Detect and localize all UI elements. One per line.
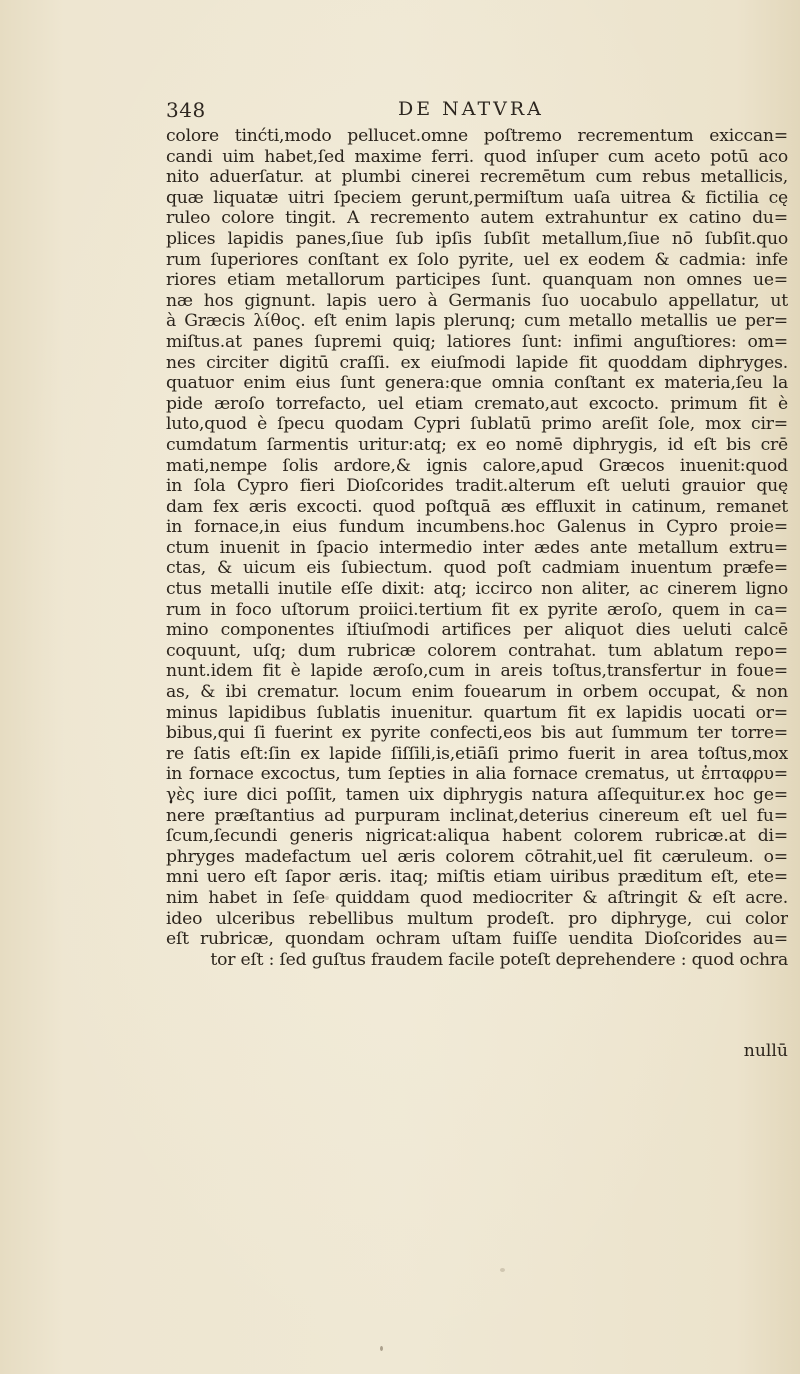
- text-line: nes circiter digitū craſſi. ex eiuſmodi lapide fit quoddam diphryges.: [166, 352, 788, 373]
- text-line: γὲς iure dici poſſit, tamen uix diphrygis natura aſſequitur.ex hoc ge=: [166, 785, 788, 805]
- text-line: mino componentes iſtiuſmodi artifices per aliquot dies ueluti calcē: [166, 620, 788, 641]
- text-line: ctas, & uicum eis ſubiectum. quod poſt cadmiam inuentum præfe=: [166, 558, 788, 579]
- text-line: dam fex æris excocti. quod poſtquā æs effluxit in catinum, remanet: [166, 496, 788, 517]
- text-line: eſt rubricæ, quondam ochram uſtam fuiſſe uendita Dioſcorides au=: [166, 929, 788, 950]
- text-line: næ hos gignunt. lapis uero à Germanis ſuo uocabulo appellatur, ut: [166, 290, 788, 311]
- text-line: re ſatis eſt:ſin ex lapide ſiſſili,is,etiāſi primo fuerit in area toſtus,mox: [166, 743, 788, 764]
- text-line: nim habet in ſeſe quiddam quod mediocriter & aſtringit & eſt acre.: [166, 887, 788, 908]
- page-number: 348: [166, 98, 206, 122]
- text-line: ruleo colore tingit. A recremento autem extrahuntur ex catino du=: [166, 208, 788, 229]
- text-line: ctum inuenit in ſpacio intermedio inter ædes ante metallum extru=: [166, 537, 788, 558]
- text-line: in fornace excoctus, tum ſepties in alia fornace crematus, ut ἐπταφρυ=: [166, 764, 788, 785]
- ink-speck: [500, 1268, 505, 1272]
- text-line: rum in foco uſtorum proiici.tertium fit ex pyrite æroſo, quem in ca=: [166, 599, 788, 620]
- ink-speck: [380, 1346, 383, 1351]
- text-line: pide æroſo torrefacto, uel etiam cremato,aut excocto. primum fit è: [166, 393, 788, 414]
- catchword: nullū: [743, 1041, 788, 1061]
- text-line: in ſola Cypro fieri Dioſcorides tradit.alterum eſt ueluti grauior quę: [166, 476, 788, 497]
- text-line: candi uim habet,ſed maxime ferri. quod inſuper cum aceto potū aco: [166, 146, 788, 167]
- text-line: miſtus.at panes ſupremi quiq; latiores ſunt: infimi anguſtiores: om=: [166, 331, 788, 352]
- text-line: à Græcis λίθος. eſt enim lapis plerunq; cum metallo metallis ue per=: [166, 311, 788, 332]
- text-line: tor eſt : ſed guſtus fraudem facile poteſt deprehendere : quod ochra: [210, 949, 788, 970]
- text-line: ideo ulceribus rebellibus multum prodeſt. pro diphryge, cui color: [166, 908, 788, 929]
- text-line: rum ſuperiores conſtant ex ſolo pyrite, uel ex eodem & cadmia: infe: [166, 249, 788, 270]
- text-line: quæ liquatæ uitri ſpeciem gerunt,permiſtum uaſa uitrea & fictilia cę: [166, 187, 788, 208]
- body-text: [166, 126, 788, 970]
- running-head: [166, 98, 786, 126]
- text-line: nere præſtantius ad purpuram inclinat,deterius cinereum eſt uel fu=: [166, 805, 788, 826]
- text-line: in fornace,in eius fundum incumbens.hoc Galenus in Cypro proie=: [166, 517, 788, 538]
- text-line: riores etiam metallorum participes ſunt. quanquam non omnes ue=: [166, 270, 788, 291]
- text-line: quatuor enim eius ſunt genera:que omnia conſtant ex materia,ſeu la: [166, 373, 788, 394]
- text-line: mati,nempe ſolis ardore,& ignis calore,apud Græcos inuenit:quod: [166, 455, 788, 476]
- text-line: nunt.idem fit è lapide æroſo,cum in areis toſtus,transfertur in foue=: [166, 661, 788, 682]
- text-line: as, & ibi crematur. locum enim fouearum in orbem occupat, & non: [166, 682, 788, 703]
- text-line: plices lapidis panes,ſiue ſub ipſis ſubſit metallum,ſiue nō ſubſit.quo: [166, 228, 788, 249]
- text-line: luto,quod è ſpecu quodam Cypri ſublatū primo areſit ſole, mox cir=: [166, 414, 788, 435]
- text-line: ſcum,ſecundi generis nigricat:aliqua habent colorem rubricæ.at di=: [166, 826, 788, 847]
- text-line: mni uero eſt ſapor æris. itaq; miſtis etiam uiribus præditum eſt, ete=: [166, 867, 788, 888]
- text-line: minus lapidibus ſublatis inuenitur. quartum fit ex lapidis uocati or=: [166, 702, 788, 723]
- text-line: coquunt, uſq; dum rubricæ colorem contrahat. tum ablatum repo=: [166, 640, 788, 661]
- text-line: cumdatum ſarmentis uritur:atq; ex eo nomē diphrygis, id eſt bis crē: [166, 434, 788, 455]
- text-line: ctus metalli inutile eſſe dixit: atq; iccirco non aliter, ac cinerem ligno: [166, 579, 788, 600]
- text-line: phryges madefactum uel æris colorem cōtrahit,uel fit cæruleum. o=: [166, 846, 788, 867]
- ink-speck: [325, 896, 329, 900]
- text-line: bibus,qui ſi fuerint ex pyrite confecti,eos bis aut ſummum ter torre=: [166, 723, 788, 744]
- running-title: DE NATVRA: [398, 98, 544, 120]
- text-line: colore tinćti,modo pellucet.omne poſtremo recrementum exiccan=: [166, 126, 788, 146]
- text-line: nito aduerſatur. at plumbi cinerei recremētum cum rebus metallicis,: [166, 167, 788, 188]
